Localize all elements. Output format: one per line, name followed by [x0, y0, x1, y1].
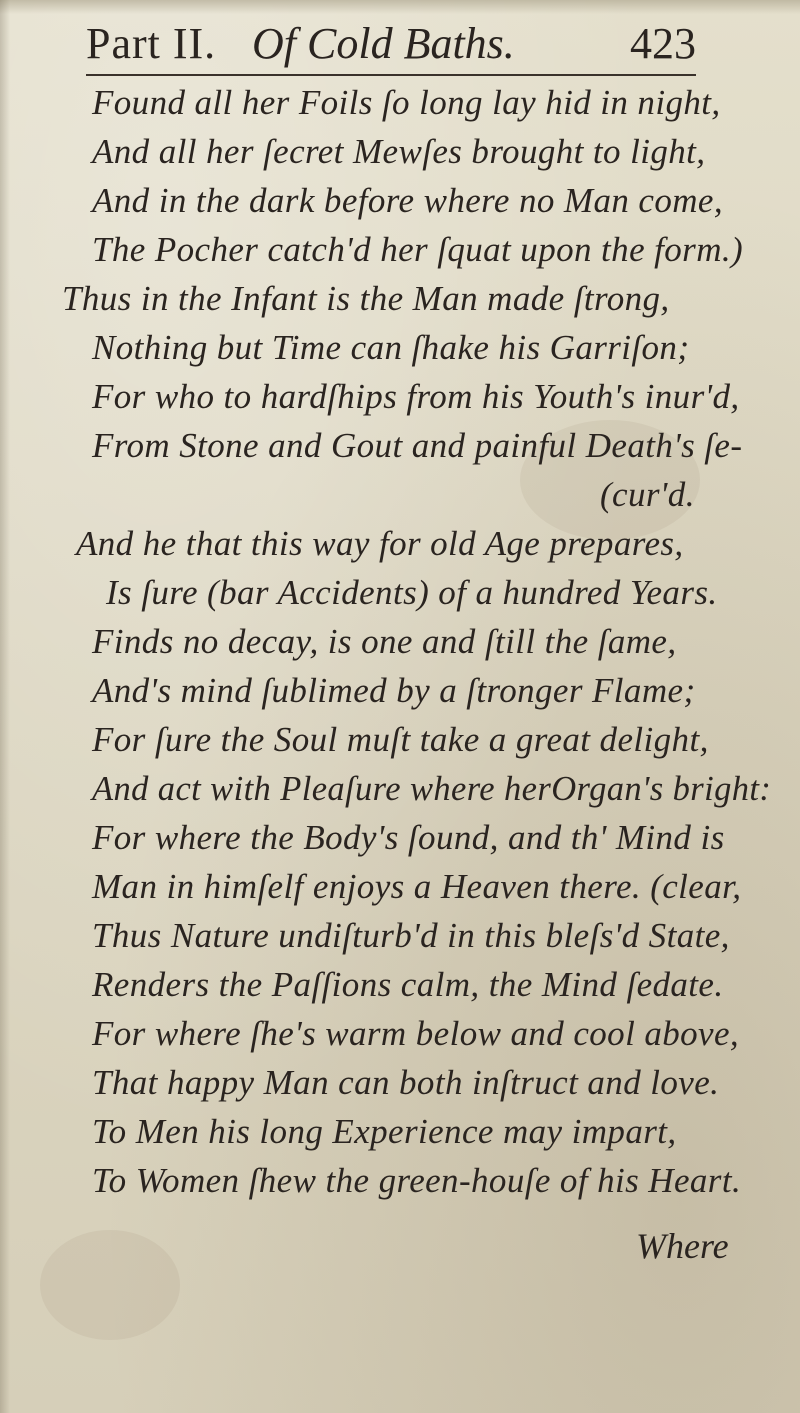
verse-line: Found all her Foils ſo long lay hid in night,: [92, 83, 721, 122]
verse-line: Renders the Paſſions calm, the Mind ſedate.: [92, 965, 724, 1004]
verse-line: Finds no decay, is one and ſtill the ſame,: [92, 622, 677, 661]
verse-line: To Men his long Experience may impart,: [92, 1112, 677, 1151]
verse-line: Is ſure (bar Accidents) of a hundred Years.: [106, 573, 718, 612]
verse-line: For where ſhe's warm below and cool above,: [92, 1014, 740, 1053]
catchword: Where: [636, 1226, 729, 1266]
paper-stain: [40, 1230, 180, 1340]
verse-line: For where the Body's ſound, and th' Mind is: [92, 818, 725, 857]
verse-line: Thus Nature undiſturb'd in this bleſs'd State,: [92, 916, 730, 955]
header-rule: [86, 74, 696, 76]
verse-line: Thus in the Infant is the Man made ſtrong,: [62, 279, 670, 318]
verse-line: And act with Pleaſure where herOrgan's bright:: [92, 770, 772, 808]
verse-line: For who to hardſhips from his Youth's inur'd,: [92, 377, 740, 416]
verse-line: From Stone and Gout and painful Death's ſe-: [92, 426, 743, 465]
verse-line: Nothing but Time can ſhake his Garriſon;: [92, 328, 690, 367]
verse-line: And all her ſecret Mewſes brought to light,: [92, 132, 706, 171]
page-top-edge: [0, 0, 800, 14]
verse-line: For ſure the Soul muſt take a great delight,: [92, 720, 709, 759]
verse-line: The Pocher catch'd her ſquat upon the form.): [92, 230, 744, 269]
verse-line: And he that this way for old Age prepares,: [76, 524, 684, 563]
verse-line: That happy Man can both inſtruct and love.: [92, 1063, 720, 1102]
section-title: Of Cold Baths.: [252, 19, 515, 68]
page-gutter-shadow: [0, 0, 10, 1413]
running-header: [86, 14, 696, 74]
verse-line: And's mind ſublimed by a ſtronger Flame;: [92, 671, 696, 710]
verse-line: And in the dark before where no Man come,: [92, 181, 724, 220]
page-number: 423: [630, 19, 696, 68]
verse-line: To Women ſhew the green-houſe of his Heart.: [92, 1161, 742, 1200]
part-label: Part II.: [86, 19, 217, 68]
verse-line: Man in himſelf enjoys a Heaven there. (clear,: [92, 867, 742, 906]
verse-line-turnover: (cur'd.: [600, 475, 695, 514]
